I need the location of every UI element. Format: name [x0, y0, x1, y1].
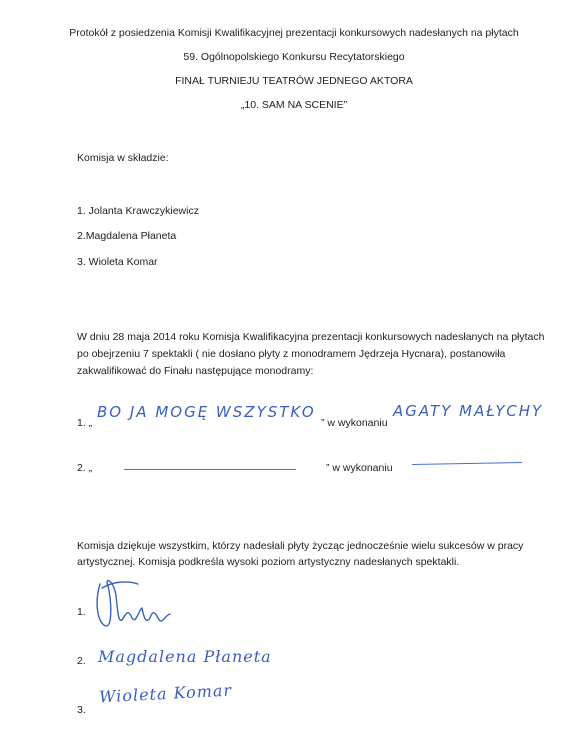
entry-1-performer-label: ” w wykonaniu [321, 417, 388, 429]
entry-2-performer-blank-line [412, 462, 522, 465]
entry-2-prefix: 2. „ [77, 462, 93, 474]
decision-line-2: po obejrzeniu 7 spektakli ( nie dosłano płyty z monodramem Jędrzeja Hycnara), postanowiła [77, 348, 506, 360]
signature-1-number: 1. [77, 606, 86, 618]
commission-member-3: 3. Wioleta Komar [77, 256, 158, 268]
entry-1-prefix: 1. „ [77, 417, 93, 429]
commission-intro: Komisja w składzie: [77, 152, 169, 164]
event-name: „10. SAM NA SCENIE” [240, 99, 348, 111]
entry-1-title-handwritten: BO JA MOGĘ WSZYSTKO [97, 403, 316, 421]
decision-line-1: W dniu 28 maja 2014 roku Komisja Kwalifikacyjna prezentacji konkursowych nadesłanych na płytach [77, 331, 545, 343]
entry-2-performer-label: ” w wykonaniu [326, 462, 393, 474]
closing-line-1: Komisja dziękuje wszystkim, którzy nadesłali płyty życząc jednocześnie wielu sukcesów w pracy [77, 540, 524, 552]
closing-line-2: artystycznej. Komisja podkreśla wysoki poziom artystyczny nadesłanych spektakli. [77, 556, 460, 568]
commission-member-1: 1. Jolanta Krawczykiewicz [77, 205, 199, 217]
decision-line-3: zakwalifikować do Finału następujące monodramy: [77, 365, 314, 377]
protocol-title: Protokół z posiedzenia Komisji Kwalifikacyjnej prezentacji konkursowych nadesłanych na płytach [69, 27, 519, 39]
signature-2-handwritten: Magdalena Płaneta [98, 647, 272, 666]
signature-3-number: 3. [77, 704, 86, 716]
signature-1-image [92, 574, 182, 630]
entry-2-title-blank-line [124, 469, 296, 470]
entry-1-performer-handwritten: AGATY MAŁYCHY [393, 402, 544, 420]
commission-member-2: 2.Magdalena Płaneta [77, 230, 177, 242]
contest-name: 59. Ogólnopolskiego Konkursu Recytatorskiego [183, 51, 405, 63]
signature-2-number: 2. [77, 655, 86, 667]
final-name: FINAŁ TURNIEJU TEATRÓW JEDNEGO AKTORA [175, 75, 413, 87]
signature-3-handwritten: Wioleta Komar [98, 680, 233, 707]
